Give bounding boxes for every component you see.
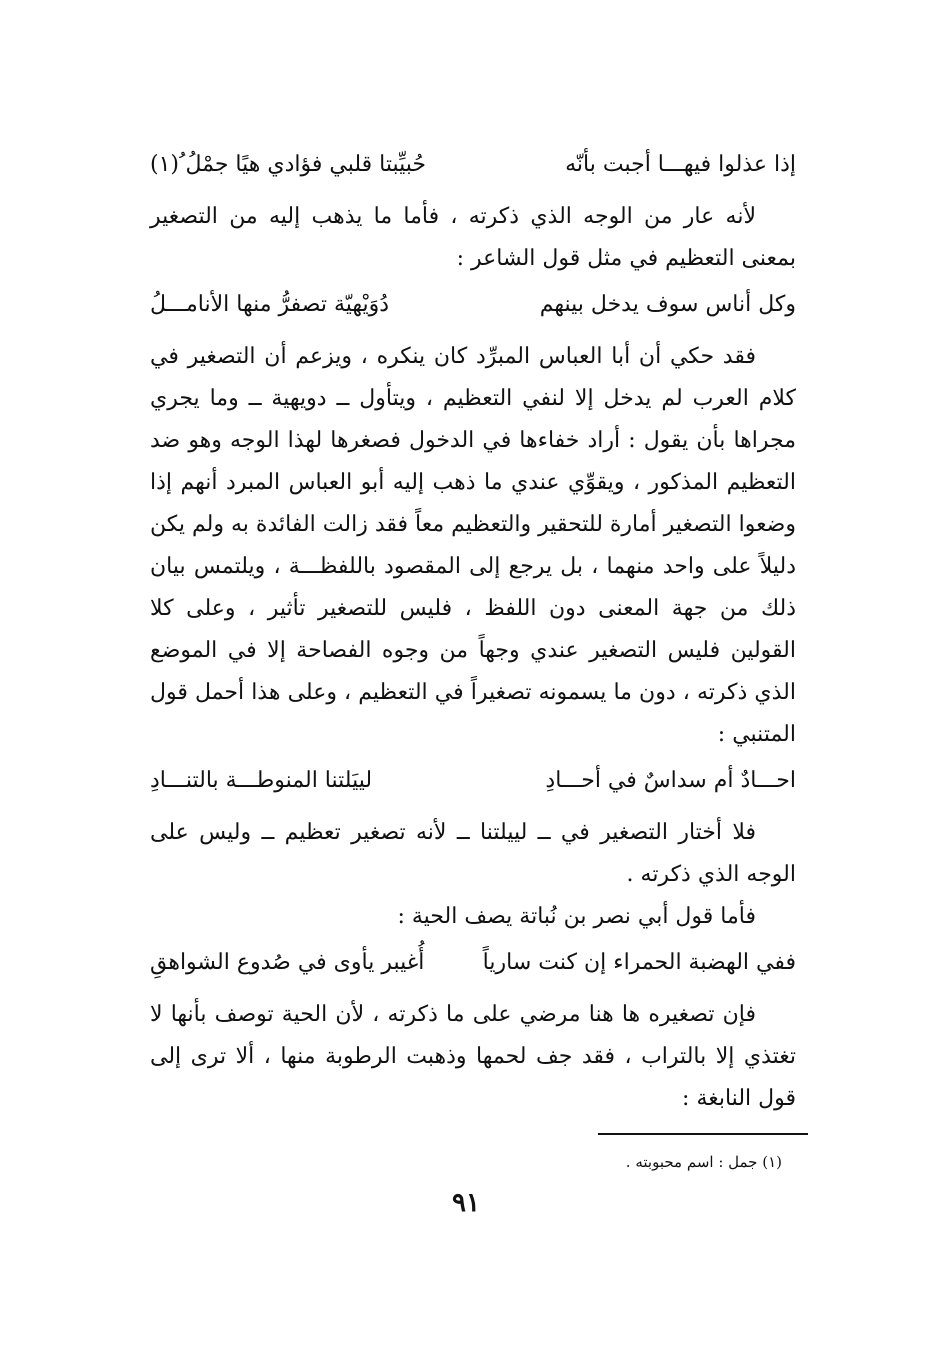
verse-first-hemistich: احـــادٌ أم سداسٌ في أحـــادِ — [545, 768, 796, 793]
prose-paragraph: لأنه عار من الوجه الذي ذكرته ، فأما ما يذهب إليه من التصغير بمعنى التعظيم في مثل قول الشاعر : — [150, 204, 796, 271]
poetry-verse — [150, 144, 796, 190]
verse-first-hemistich: إذا عذلوا فيهـــا أجبت بأنّه — [565, 152, 796, 177]
verse-first-hemistich: ففي الهضبة الحمراء إن كنت سارياً — [482, 950, 796, 975]
verse-second-hemistich: أُغيبر يأوى في صُدوع الشواهقِ — [150, 950, 425, 975]
poetry-verse — [150, 284, 796, 330]
footnote-divider — [598, 1133, 808, 1135]
poetry-verse — [150, 942, 796, 988]
verse-second-hemistich: حُبيِّبتا قلبي فؤادي هيًا جمْلُ ُ(١) — [150, 152, 426, 177]
poetry-verse — [150, 760, 796, 806]
body-text — [150, 140, 796, 1120]
page-number: ٩١ — [452, 1188, 480, 1218]
footnote: (١) جمل : اسم محبوبته . — [625, 1153, 782, 1171]
prose-paragraph: فأما قول أبي نصر بن نُباتة يصف الحية : — [397, 904, 756, 929]
verse-second-hemistich: لييَلتنا المنوطـــة بالتنـــادِ — [150, 768, 373, 793]
prose-paragraph: فقد حكي أن أبا العباس المبرِّد كان ينكره ، ويزعم أن التصغير في كلام العرب لم يدخل إلا لنفي التعظيم ، ويتأول ــ دويهية ــ وما يجري مجراها بأن يقول : أراد خفاءها في الدخول فصغرها لهذا الوجه وهو ضد التعظيم المذكور ، ويقوِّي عندي ما ذهب إليه أبو العباس المبرد أنهم إذا وضعوا التصغير أمارة للتحقير والتعظيم معاً فقد زالت الفائدة به ولم يكن دليلاً على واحد منهما ، بل يرجع إلى المقصود باللفظـــة ، ويلتمس بيان ذلك من جهة المعنى دون اللفظ ، فليس للتصغير تأثير ، وعلى كلا القولين فليس التصغير عندي وجهاً من وجوه الفصاحة إلا في الموضع الذي ذكرته ، دون ما يسمونه تصغيراً في التعظيم ، وعلى هذا أحمل قول المتنبي : — [150, 344, 796, 747]
verse-second-hemistich: دُوَيْهيّة تصفرُّ منها الأنامـــلُ — [150, 292, 390, 317]
prose-paragraph: فإن تصغيره ها هنا مرضي على ما ذكرته ، لأن الحية توصف بأنها لا تغتذي إلا بالتراب ، فقد جف لحمها وذهبت الرطوبة منها ، ألا ترى إلى قول النابغة : — [150, 1002, 796, 1111]
prose-paragraph: فلا أختار التصغير في ــ لييلتنا ــ لأنه تصغير تعظيم ــ وليس على الوجه الذي ذكرته . — [150, 820, 796, 887]
verse-first-hemistich: وكل أناس سوف يدخل بينهم — [539, 292, 796, 317]
